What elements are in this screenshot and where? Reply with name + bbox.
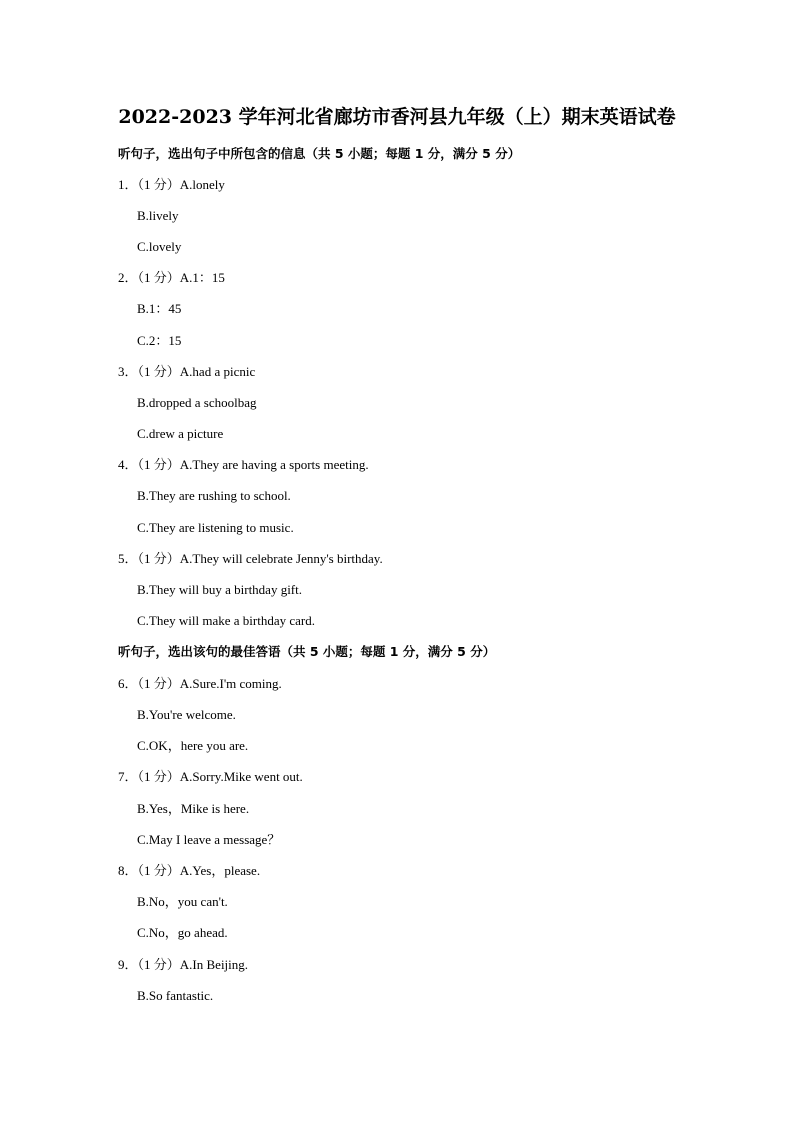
question-score: （1 分） (137, 457, 180, 472)
question-line (118, 269, 225, 287)
question-line (118, 675, 282, 693)
question-line (118, 862, 260, 880)
question-line (118, 456, 369, 474)
question-score: （1 分） (137, 769, 180, 784)
option-c: C.No，go ahead. (137, 925, 228, 940)
question-score: （1 分） (137, 551, 180, 566)
option-c: C.lovely (137, 239, 182, 254)
question-number: 4． (118, 457, 138, 472)
option-c: C.They will make a birthday card. (137, 613, 315, 628)
question-number: 9． (118, 957, 138, 972)
question-score: （1 分） (137, 270, 180, 285)
option-b: B.They are rushing to school. (137, 488, 291, 503)
question-number: 1． (118, 177, 138, 192)
question-line (118, 768, 303, 786)
option-c: C.drew a picture (137, 426, 224, 441)
question-score: （1 分） (137, 957, 180, 972)
option-a: A.They will celebrate Jenny's birthday. (179, 551, 383, 566)
question-number: 5． (118, 551, 138, 566)
question-line (118, 956, 248, 974)
option-a: A.Sure.I'm coming. (179, 676, 282, 691)
question-line (118, 550, 383, 568)
option-b: B.No，you can't. (137, 894, 228, 909)
option-a: A.lonely (179, 177, 225, 192)
option-a: A.Yes，please. (179, 863, 261, 878)
option-a: A.Sorry.Mike went out. (179, 769, 303, 784)
exam-title: 2022-2023 学年河北省廊坊市香河县九年级（上）期末英语试卷 (118, 106, 676, 128)
question-number: 8． (118, 863, 138, 878)
question-number: 3． (118, 364, 138, 379)
option-b: B.dropped a schoolbag (137, 395, 257, 410)
option-b: B.They will buy a birthday gift. (137, 582, 303, 597)
question-score: （1 分） (137, 863, 180, 878)
section-heading: 听句子，选出该句的最佳答语（共 5 小题；每题 1 分，满分 5 分） (118, 644, 496, 659)
section-heading: 听句子，选出句子中所包含的信息（共 5 小题；每题 1 分，满分 5 分） (118, 146, 521, 161)
option-c: C.2：15 (137, 333, 182, 348)
option-b: B.lively (137, 208, 179, 223)
option-b: B.Yes，Mike is here. (137, 801, 250, 816)
question-line (118, 176, 225, 194)
question-score: （1 分） (137, 364, 180, 379)
option-a: A.In Beijing. (179, 957, 249, 972)
option-b: B.You're welcome. (137, 707, 236, 722)
question-score: （1 分） (137, 177, 180, 192)
question-number: 6． (118, 676, 138, 691)
option-c: C.They are listening to music. (137, 520, 294, 535)
option-c: C.May I leave a message？ (137, 832, 281, 847)
option-a: A.had a picnic (179, 364, 256, 379)
question-number: 7． (118, 769, 138, 784)
question-line (118, 363, 255, 381)
option-b: B.1：45 (137, 301, 182, 316)
option-c: C.OK，here you are. (137, 738, 249, 753)
question-score: （1 分） (137, 676, 180, 691)
question-number: 2． (118, 270, 138, 285)
option-b: B.So fantastic. (137, 988, 214, 1003)
option-a: A.They are having a sports meeting. (179, 457, 369, 472)
option-a: A.1：15 (179, 270, 225, 285)
